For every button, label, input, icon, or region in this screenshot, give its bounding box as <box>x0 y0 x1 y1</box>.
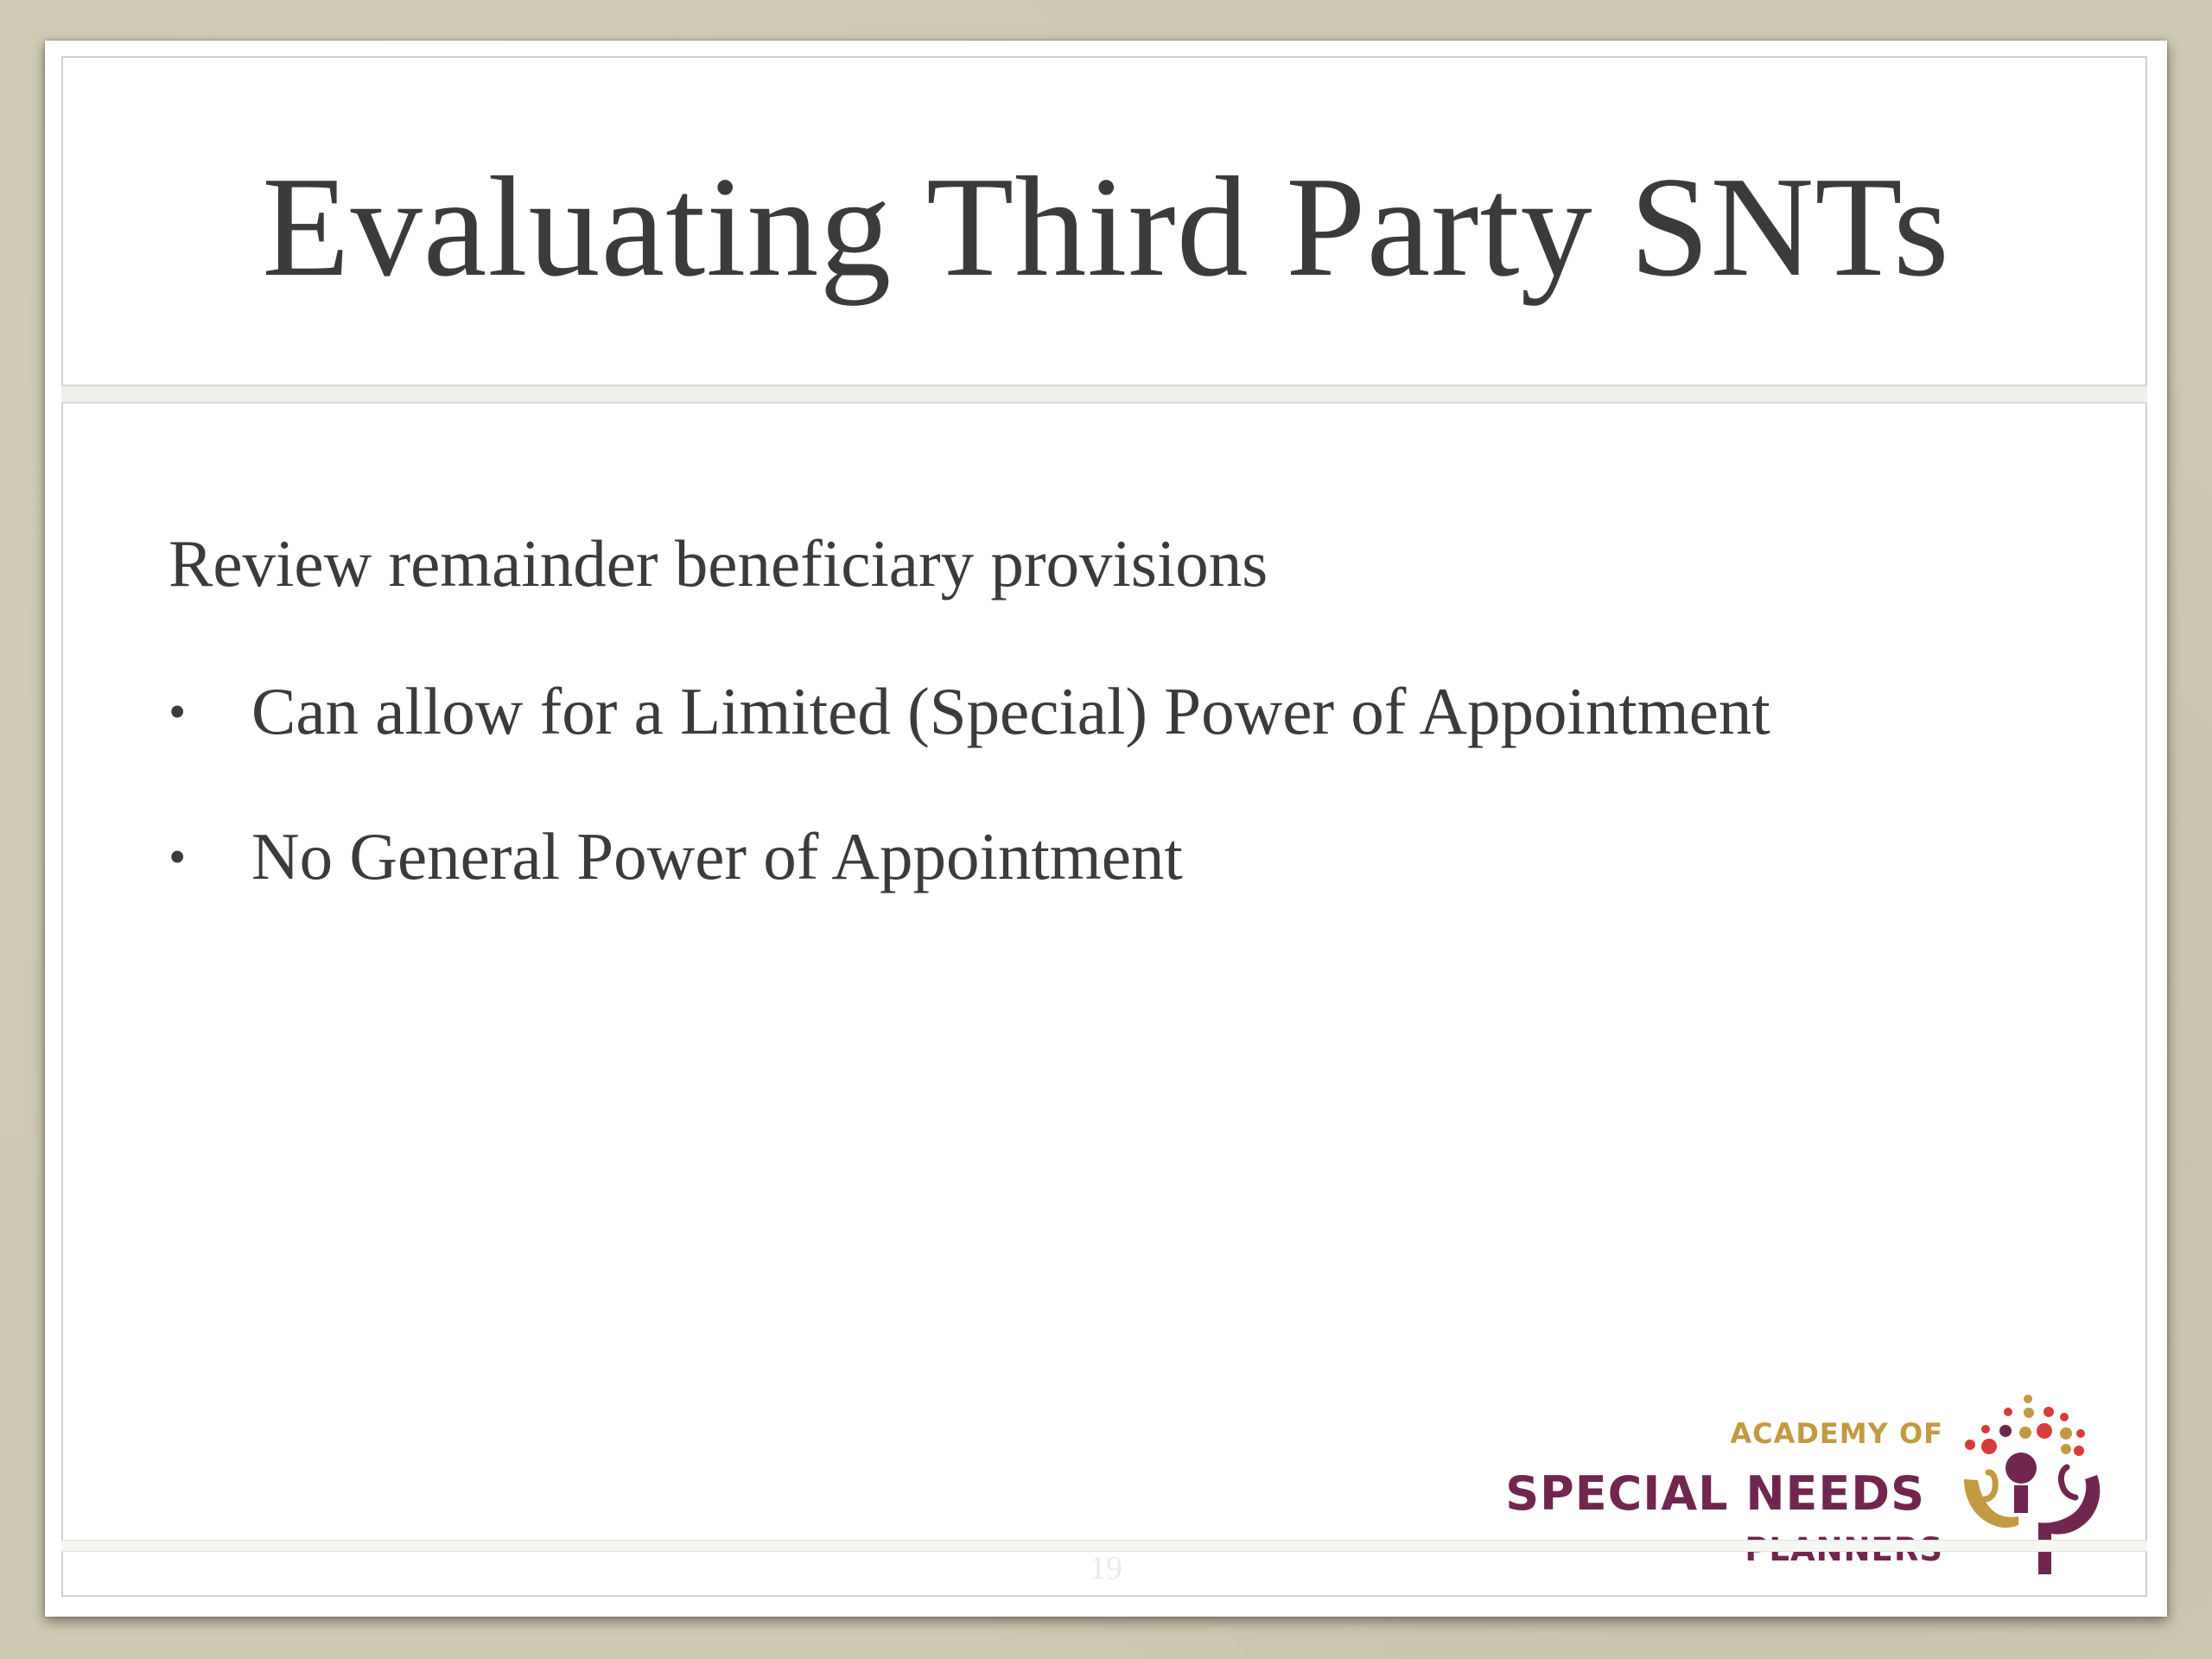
bullet-list <box>168 667 1810 901</box>
slide-title: Evaluating Third Party SNTs <box>262 147 1950 306</box>
logo-text-main: SPECIAL NEEDS <box>1505 1466 1925 1521</box>
slide-card <box>45 41 2167 1617</box>
bullet-text: No General Power of Appointment <box>251 819 1183 893</box>
bullet-text: Can allow for a Limited (Special) Power of Appointment <box>251 674 1770 748</box>
bullet-item <box>168 812 1810 901</box>
title-divider <box>61 385 2147 404</box>
page-number: 19 <box>1090 1550 1122 1586</box>
slide-body <box>168 519 1810 957</box>
lead-text: Review remainder beneficiary provisions <box>168 526 1268 601</box>
bullet-icon: • <box>168 829 187 885</box>
bullet-icon: • <box>168 683 187 740</box>
logo-text-top: ACADEMY OF <box>1730 1417 1943 1450</box>
bullet-item <box>168 667 1810 756</box>
